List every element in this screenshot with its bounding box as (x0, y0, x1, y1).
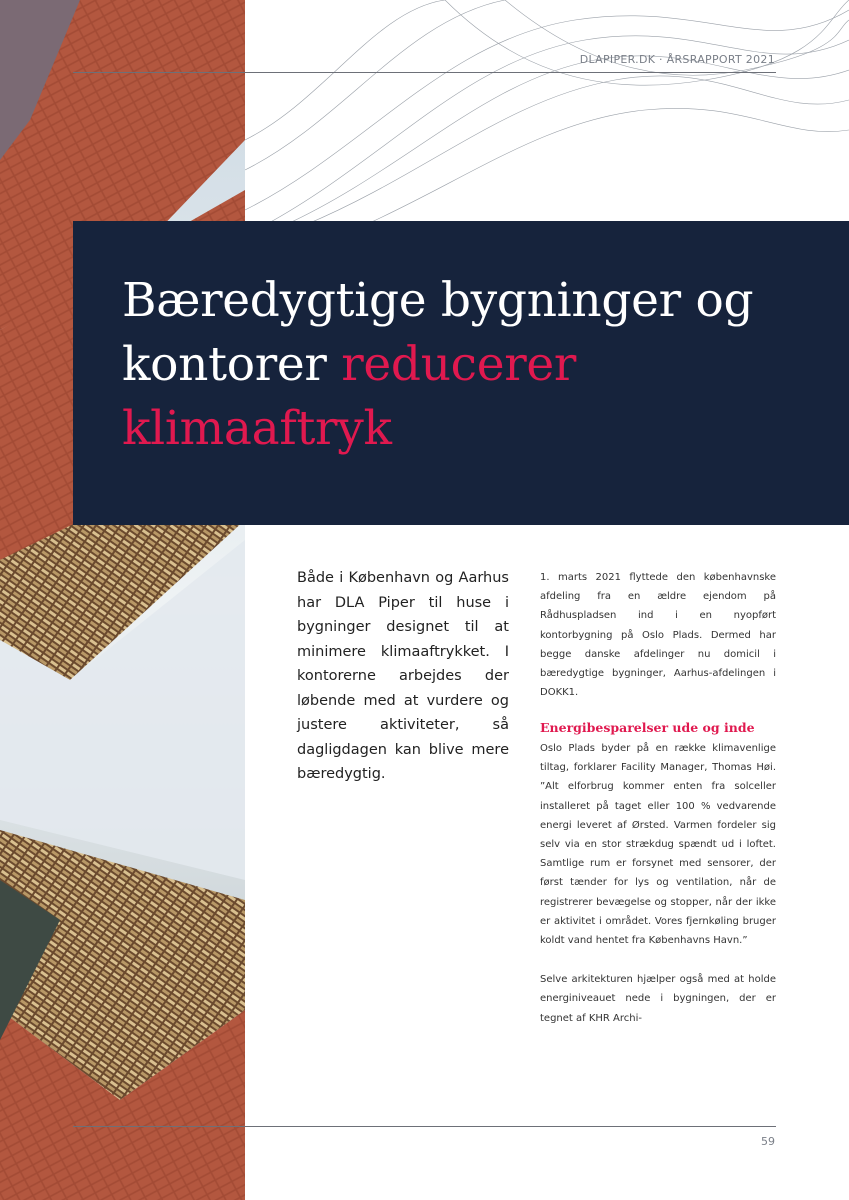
paragraph-gap (540, 950, 776, 970)
title-white: Bæredygtige bygninger og kontorer (122, 273, 754, 392)
body-paragraph-2: Oslo Plads byder på en række klimavenlige tiltag, forklarer Facility Manager, Thomas Høi. ”Alt elforbrug kommer enten fra solceller installeret på taget eller 100 % vedvarende energi leveret af Ørsted. Varmen fordeler sig selv via en stor strækdug spændt ud i loftet. Samtlige rum er forsynet med sensorer, der først tænder for lys og ventilation, når de registrerer bevægelse og stopper, når der ikke er aktivitet i området. Vores fjernkøling bruger koldt vand hentet fra Københavns Havn.” (540, 742, 776, 946)
page-title (122, 269, 782, 461)
running-header: DLAPIPER.DK · ÅRSRAPPORT 2021 (579, 53, 775, 66)
body-paragraph-1: 1. marts 2021 flyttede den københavnske afdeling fra en ældre ejendom på Rådhuspladsen ind i en nyopført kontorbygning på Oslo Plads. Dermed har begge danske afdelinger nu domicil i bæredygtige bygninger, Aarhus-afdelingen i DOKK1. (540, 572, 776, 699)
page-number: 59 (761, 1135, 775, 1148)
top-rule (73, 72, 776, 73)
subheading: Energibesparelser ude og inde (540, 720, 755, 736)
bottom-rule (73, 1126, 776, 1127)
body-column (540, 568, 776, 1028)
body-paragraph-3: Selve arkitekturen hjælper også med at holde energiniveauet nede i bygningen, der er tegnet af KHR Archi- (540, 974, 776, 1024)
title-accent: reducerer klimaaftryk (122, 337, 577, 456)
title-block (73, 221, 849, 525)
building-photo (0, 0, 245, 1200)
decorative-curves (245, 0, 849, 225)
intro-paragraph: Både i København og Aarhus har DLA Piper til huse i bygninger designet til at minimere klimaaftrykket. I kontorerne arbejdes der løbende med at vurdere og justere aktiviteter, så dagligdagen kan blive mere bæredygtig. (297, 570, 509, 782)
